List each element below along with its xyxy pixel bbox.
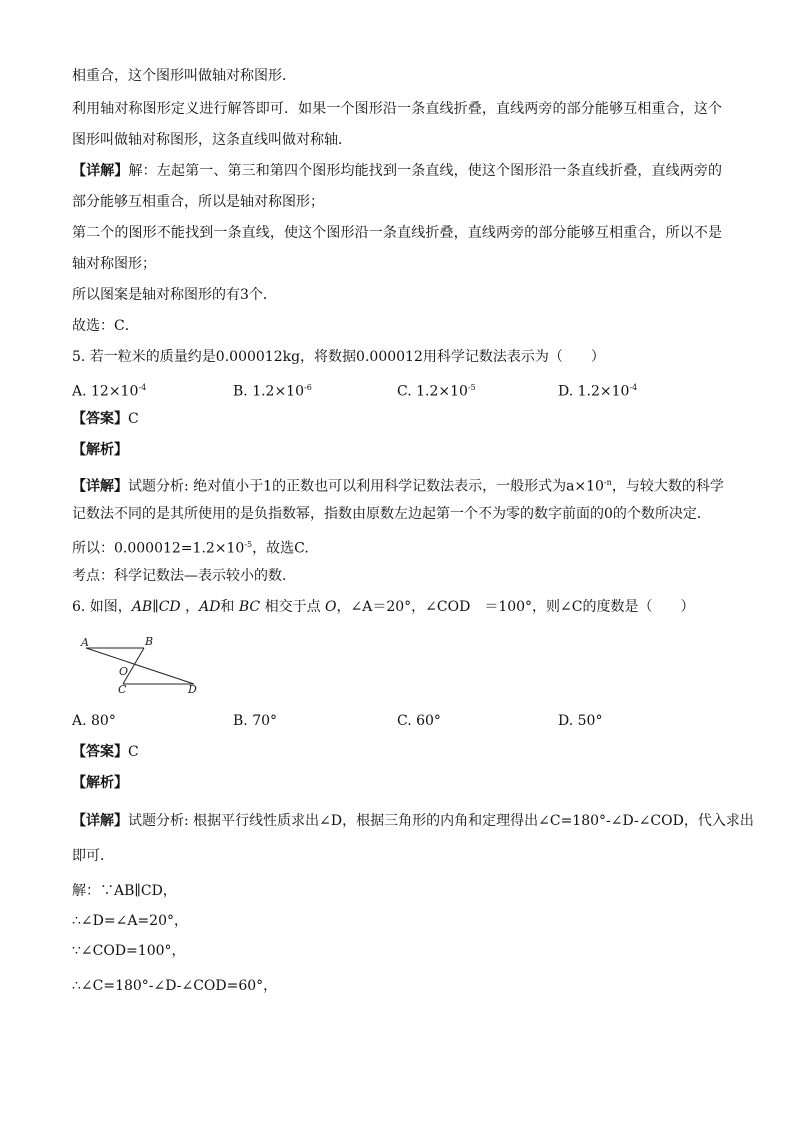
label-o: O (119, 665, 129, 678)
q5-option-a: A. $12\times 10^{-4}$ (72, 383, 147, 400)
q6-solution-line: ∴∠C=180°-∠D-∠COD=60°， (72, 978, 278, 994)
label-d: D (188, 683, 197, 694)
q5-option-c: C. $1.2\times 10^{-5}$ (397, 383, 476, 400)
q6-option-a: A. 80° (72, 713, 116, 729)
label-a: A (81, 636, 89, 649)
question-5-stem: 5. 若一粒米的质量约是0.000012kg，将数据0.000012用科学记数法表示为（ ） (72, 349, 605, 365)
q6-option-d: D. 50° (558, 713, 603, 729)
q5-answer: 【答案】C (72, 411, 139, 427)
q5-detail-line: 【详解】试题分析: 绝对值小于1的正数也可以利用科学记数法表示，一般形式为$a\times 10^{-n}$，与较大数的科学 (72, 478, 724, 495)
q6-analysis-tag: 【解析】 (72, 775, 128, 791)
answer-choice-line: 故选：C． (72, 318, 139, 334)
q5-analysis-tag: 【解析】 (72, 442, 128, 458)
segment-ad (86, 648, 194, 684)
detail-tag: 【详解】 (72, 163, 129, 179)
q6-option-b: B. 70° (233, 713, 278, 729)
q6-option-c: C. 60° (397, 713, 441, 729)
q5-option-d: D. $1.2\times 10^{-4}$ (558, 383, 638, 400)
detail-text-line: 第二个的图形不能找到一条直线，使这个图形沿一条直线折叠，直线两旁的部分能够互相重合，所以不是 (72, 225, 722, 241)
q6-answer: 【答案】C (72, 744, 139, 760)
detail-text-line: 所以图案是轴对称图形的有3个． (72, 287, 277, 303)
q6-solution-line: ∵∠COD=100°， (72, 943, 186, 959)
q5-detail-line: 所以：$0.000012=1.2\times 10^{-5}$，故选C. (72, 540, 309, 557)
q6-solution-line: ∴∠D=∠A=20°， (72, 913, 188, 929)
geometry-figure (78, 634, 208, 694)
q5-option-b: B. $1.2\times 10^{-6}$ (233, 383, 312, 400)
q5-detail-line: 考点：科学记数法—表示较小的数． (72, 568, 296, 584)
label-c: C (118, 683, 127, 694)
q6-solution-line: 解：∵AB∥CD， (72, 883, 177, 899)
solution-text-line: 相重合，这个图形叫做轴对称图形． (72, 68, 296, 84)
label-b: B (145, 635, 154, 648)
question-6-stem: 6. 如图，AB∥CD ，AD和 BC 相交于点 O，∠A＝20°，∠COD ＝100°，则∠C的度数是（ ） (72, 599, 695, 615)
solution-text-line: 图形叫做轴对称图形，这条直线叫做对称轴． (72, 132, 352, 148)
solution-text-line: 利用轴对称图形定义进行解答即可．如果一个图形沿一条直线折叠，直线两旁的部分能够互相重合，这个 (72, 101, 722, 117)
q6-detail-line: 【详解】试题分析: 根据平行线性质求出∠D，根据三角形的内角和定理得出∠C=180°-∠D-∠COD，代入求出 (72, 813, 754, 829)
detail-text-line: 【详解】解：左起第一、第三和第四个图形均能找到一条直线，使这个图形沿一条直线折叠，直线两旁的 (72, 163, 723, 179)
detail-text-line: 部分能够互相重合，所以是轴对称图形； (72, 194, 324, 210)
q6-detail-line: 即可． (72, 848, 114, 864)
q5-detail-line: 记数法不同的是其所使用的是负指数幂，指数由原数左边起第一个不为零的数字前面的0的个数所决定． (72, 506, 711, 522)
detail-text-line: 轴对称图形； (72, 256, 156, 272)
